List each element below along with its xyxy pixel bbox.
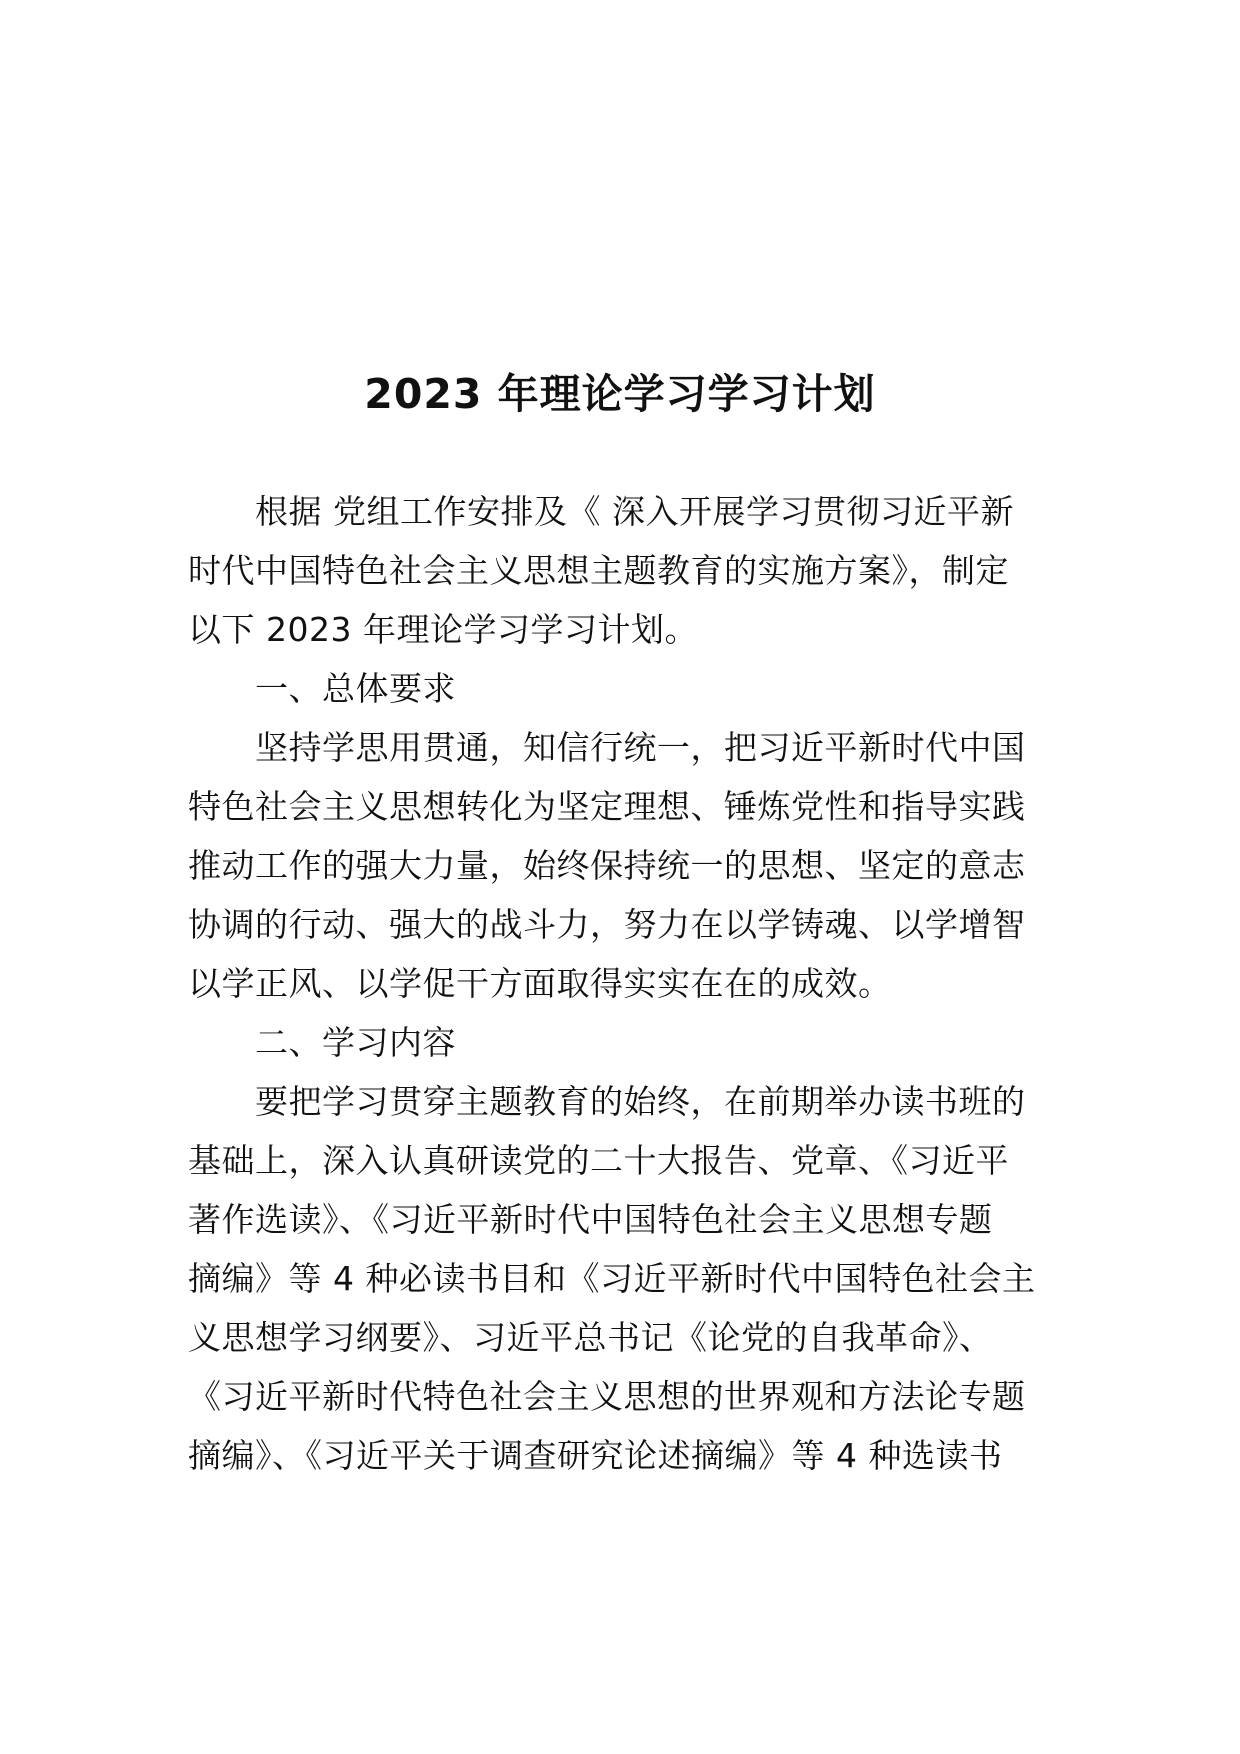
paragraph-line: 基础上，深入认真研读党的二十大报告、党章、《习近平 [188, 1141, 1009, 1180]
paragraph-line: 时代中国特色社会主义思想主题教育的实施方案》，制定 [188, 551, 1009, 590]
paragraph-line: 以学正风、以学促干方面取得实实在在的成效。 [188, 964, 892, 1003]
paragraph-line: 义思想学习纲要》、习近平总书记《论党的自我革命》、 [188, 1318, 993, 1357]
section-heading: 一、总体要求 [255, 669, 456, 708]
document-title: 2023 年理论学习学习计划 [364, 370, 876, 418]
paragraph-line: 要把学习贯穿主题教育的始终，在前期举办读书班的 [255, 1082, 1026, 1121]
paragraph-line: 摘编》等 4 种必读书目和《习近平新时代中国特色社会主 [188, 1259, 1036, 1298]
paragraph-line: 著作选读》、《习近平新时代中国特色社会主义思想专题 [188, 1200, 993, 1239]
paragraph-line: 推动工作的强大力量，始终保持统一的思想、坚定的意志 [188, 846, 1026, 885]
paragraph-line: 根据 党组工作安排及《 深入开展学习贯彻习近平新 [255, 492, 1014, 531]
paragraph-line: 摘编》、《习近平关于调查研究论述摘编》等 4 种选读书 [188, 1436, 1003, 1475]
paragraph-line: 协调的行动、强大的战斗力，努力在以学铸魂、以学增智 [188, 905, 1026, 944]
paragraph-line: 特色社会主义思想转化为坚定理想、锤炼党性和指导实践 [188, 787, 1026, 826]
paragraph-line: 以下 2023 年理论学习学习计划。 [188, 610, 698, 649]
paragraph-line: 坚持学思用贯通，知信行统一，把习近平新时代中国 [255, 728, 1026, 767]
section-heading: 二、学习内容 [255, 1023, 456, 1062]
paragraph-line: 《习近平新时代特色社会主义思想的世界观和方法论专题 [188, 1377, 1026, 1416]
